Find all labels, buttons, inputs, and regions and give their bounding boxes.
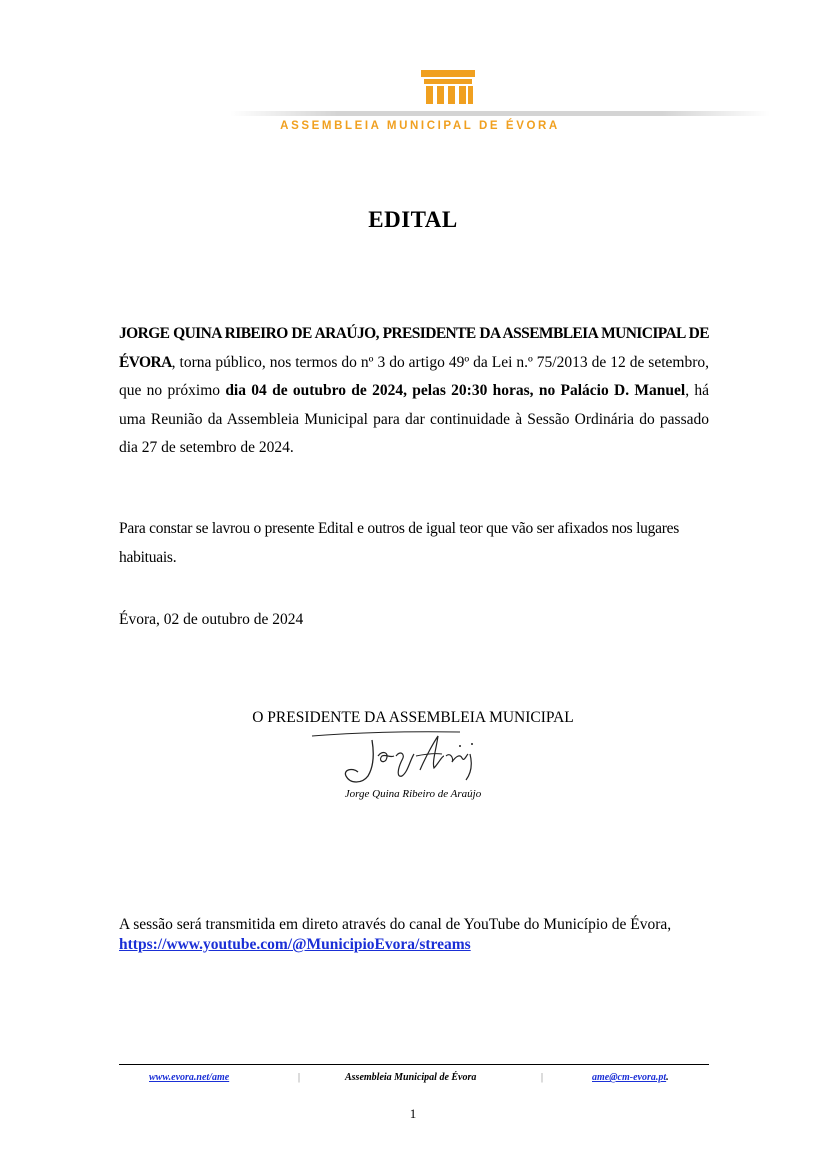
header-divider [230, 111, 770, 116]
footer-email-link[interactable]: ame@cm-evora.pt [592, 1072, 667, 1083]
announcement-text-a: , torna público, nos termos do nº 3 do artigo 49º da Lei n.º 75/2013 de 12 de setembro, que no próximo [119, 353, 709, 399]
announcement-text-b: , há uma Reunião da Assembleia Municipal para dar continuidade à Sessão Ordinária do passado dia 27 de setembro de 2024. [119, 382, 709, 456]
document-title: EDITAL [368, 207, 458, 232]
assembleia-logo-icon [421, 70, 475, 104]
youtube-streams-link[interactable]: https://www.youtube.com/@MunicipioEvora/streams [119, 936, 471, 953]
footer-separator: | [541, 1072, 544, 1083]
president-name: JORGE QUINA RIBEIRO DE ARAÚJO, PRESIDENTE DA ASSEMBLEIA MUNICIPAL DE ÉVORA [119, 325, 709, 371]
footer-email-suffix: . [666, 1072, 669, 1083]
page-number: 1 [409, 1106, 417, 1121]
handwritten-signature [310, 726, 490, 788]
place-date: Évora, 02 de outubro de 2024 [119, 611, 304, 628]
footer-divider [119, 1064, 709, 1065]
footer-email-wrap [592, 1072, 669, 1083]
announcement-paragraph [119, 320, 709, 463]
footer-separator: | [298, 1072, 301, 1083]
footer-website-link[interactable]: www.evora.net/ame [149, 1072, 230, 1083]
org-name: ASSEMBLEIA MUNICIPAL DE ÉVORA [280, 120, 560, 132]
signatory-name: Jorge Quina Ribeiro de Araújo [344, 788, 482, 800]
footer-org-name: Assembleia Municipal de Évora [345, 1072, 477, 1083]
meeting-date-place: dia 04 de outubro de 2024, pelas 20:30 horas, no Palácio D. Manuel [225, 382, 686, 399]
posting-paragraph: Para constar se lavrou o presente Edital e outros de igual teor que vão ser afixados nos lugares habituais. [119, 520, 680, 566]
broadcast-text: A sessão será transmitida em direto através do canal de YouTube do Município de Évora, [119, 916, 672, 933]
broadcast-paragraph [119, 915, 709, 955]
signatory-title: O PRESIDENTE DA ASSEMBLEIA MUNICIPAL [252, 709, 574, 726]
